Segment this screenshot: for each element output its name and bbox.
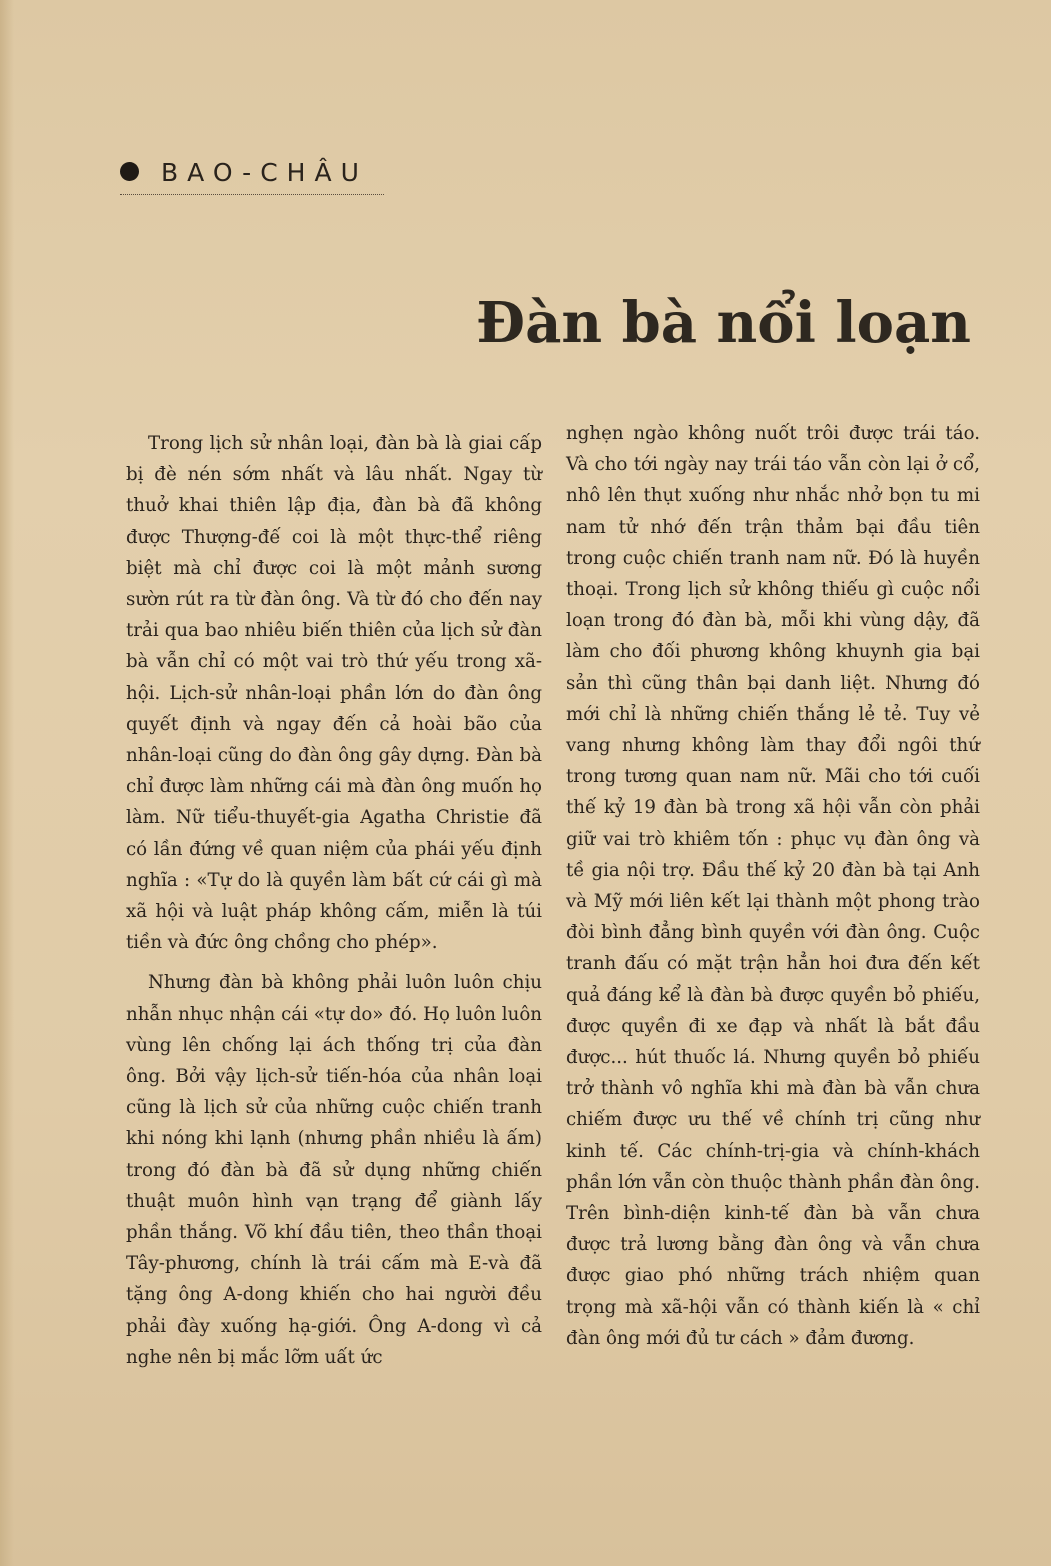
paragraph: nghẹn ngào không nuốt trôi được trái táo. Và cho tới ngày nay trái táo vẫn còn lại ở cổ, nhô lên thụt xuống như nhắc nhở bọn tu mi nam tử nhớ đến trận thảm bại đầu tiên trong cuộc chiến tranh nam nữ. Đó là huyền thoại. Trong lịch sử không thiếu gì cuộc nổi loạn trong đó đàn bà, mỗi khi vùng dậy, đã làm cho đối phương không khuynh gia bại sản thì cũng thân bại danh liệt. Nhưng đó mới chỉ là những chiến thắng lẻ tẻ. Tuy vẻ vang nhưng không làm thay đổi ngôi thứ trong tương quan nam nữ. Mãi cho tới cuối thế kỷ 19 đàn bà trong xã hội vẫn còn phải giữ vai trò khiêm tốn : phục vụ đàn ông và tề gia nội trợ. Đầu thế kỷ 20 đàn bà tại Anh và Mỹ mới liên kết lại thành một phong trào đòi bình đẳng bình quyền với đàn ông. Cuộc tranh đấu có mặt trận hẳn hoi đưa đến kết quả đáng kể là đàn bà được quyền bỏ phiếu, được quyền đi xe đạp và nhất là bắt đầu được... hút thuốc lá. Nhưng quyền bỏ phiếu trở thành vô nghĩa khi mà đàn bà vẫn chưa chiếm được ưu thế về chính trị cũng như kinh tế. Các chính-trị-gia và chính-khách phần lớn vẫn còn thuộc thành phần đàn ông. Trên bình-diện kinh-tế đàn bà vẫn chưa được trả lương bằng đàn ông và vẫn chưa được giao phó những trách nhiệm quan trọng mà xã-hội vẫn có thành kiến là « chỉ đàn ông mới đủ tư cách » đảm đương. [566,423,980,1349]
author-name: BAO-CHÂU [161,158,368,187]
right-column [566,418,980,1354]
page-edge-shadow [0,0,14,1566]
bullet-icon [120,162,139,181]
paragraph: Trong lịch sử nhân loại, đàn bà là giai cấp bị đè nén sớm nhất và lâu nhất. Ngay từ thuở khai thiên lập địa, đàn bà đã không được Thượng-đế coi là một thực-thể riêng biệt mà chỉ được coi là một mảnh sương sườn rút ra từ đàn ông. Và từ đó cho đến nay trải qua bao nhiêu biến thiên của lịch sử đàn bà vẫn chỉ có một vai trò thứ yếu trong xã-hội. Lịch-sử nhân-loại phần lớn do đàn ông quyết định và ngay đến cả hoài bão của nhân-loại cũng do đàn ông gây dựng. Đàn bà chỉ được làm những cái mà đàn ông muốn họ làm. Nữ tiểu-thuyết-gia Agatha Christie đã có lần đứng về quan niệm của phái yếu định nghĩa : «Tự do là quyền làm bất cứ cái gì mà xã hội và luật pháp không cấm, miễn là túi tiền và đức ông chồng cho phép». [126,433,542,954]
paragraph: Nhưng đàn bà không phải luôn luôn chịu nhẫn nhục nhận cái «tự do» đó. Họ luôn luôn vùng lên chống lại ách thống trị của đàn ông. Bởi vậy lịch-sử tiến-hóa của nhân loại cũng là lịch sử của những cuộc chiến tranh khi nóng khi lạnh (nhưng phần nhiều là ấm) trong đó đàn bà đã sử dụng những chiến thuật muôn hình vạn trạng để giành lấy phần thắng. Võ khí đầu tiên, theo thần thoại Tây-phương, chính là trái cấm mà E-và đã tặng ông A-dong khiến cho hai người đều phải đày xuống hạ-giới. Ông A-dong vì cả nghe nên bị mắc lỡm uất ức [126,972,542,1368]
author-underline [120,194,384,195]
left-column [126,428,542,1373]
author-byline [120,158,368,187]
article-title: Đàn bà nổi loạn [476,290,971,356]
